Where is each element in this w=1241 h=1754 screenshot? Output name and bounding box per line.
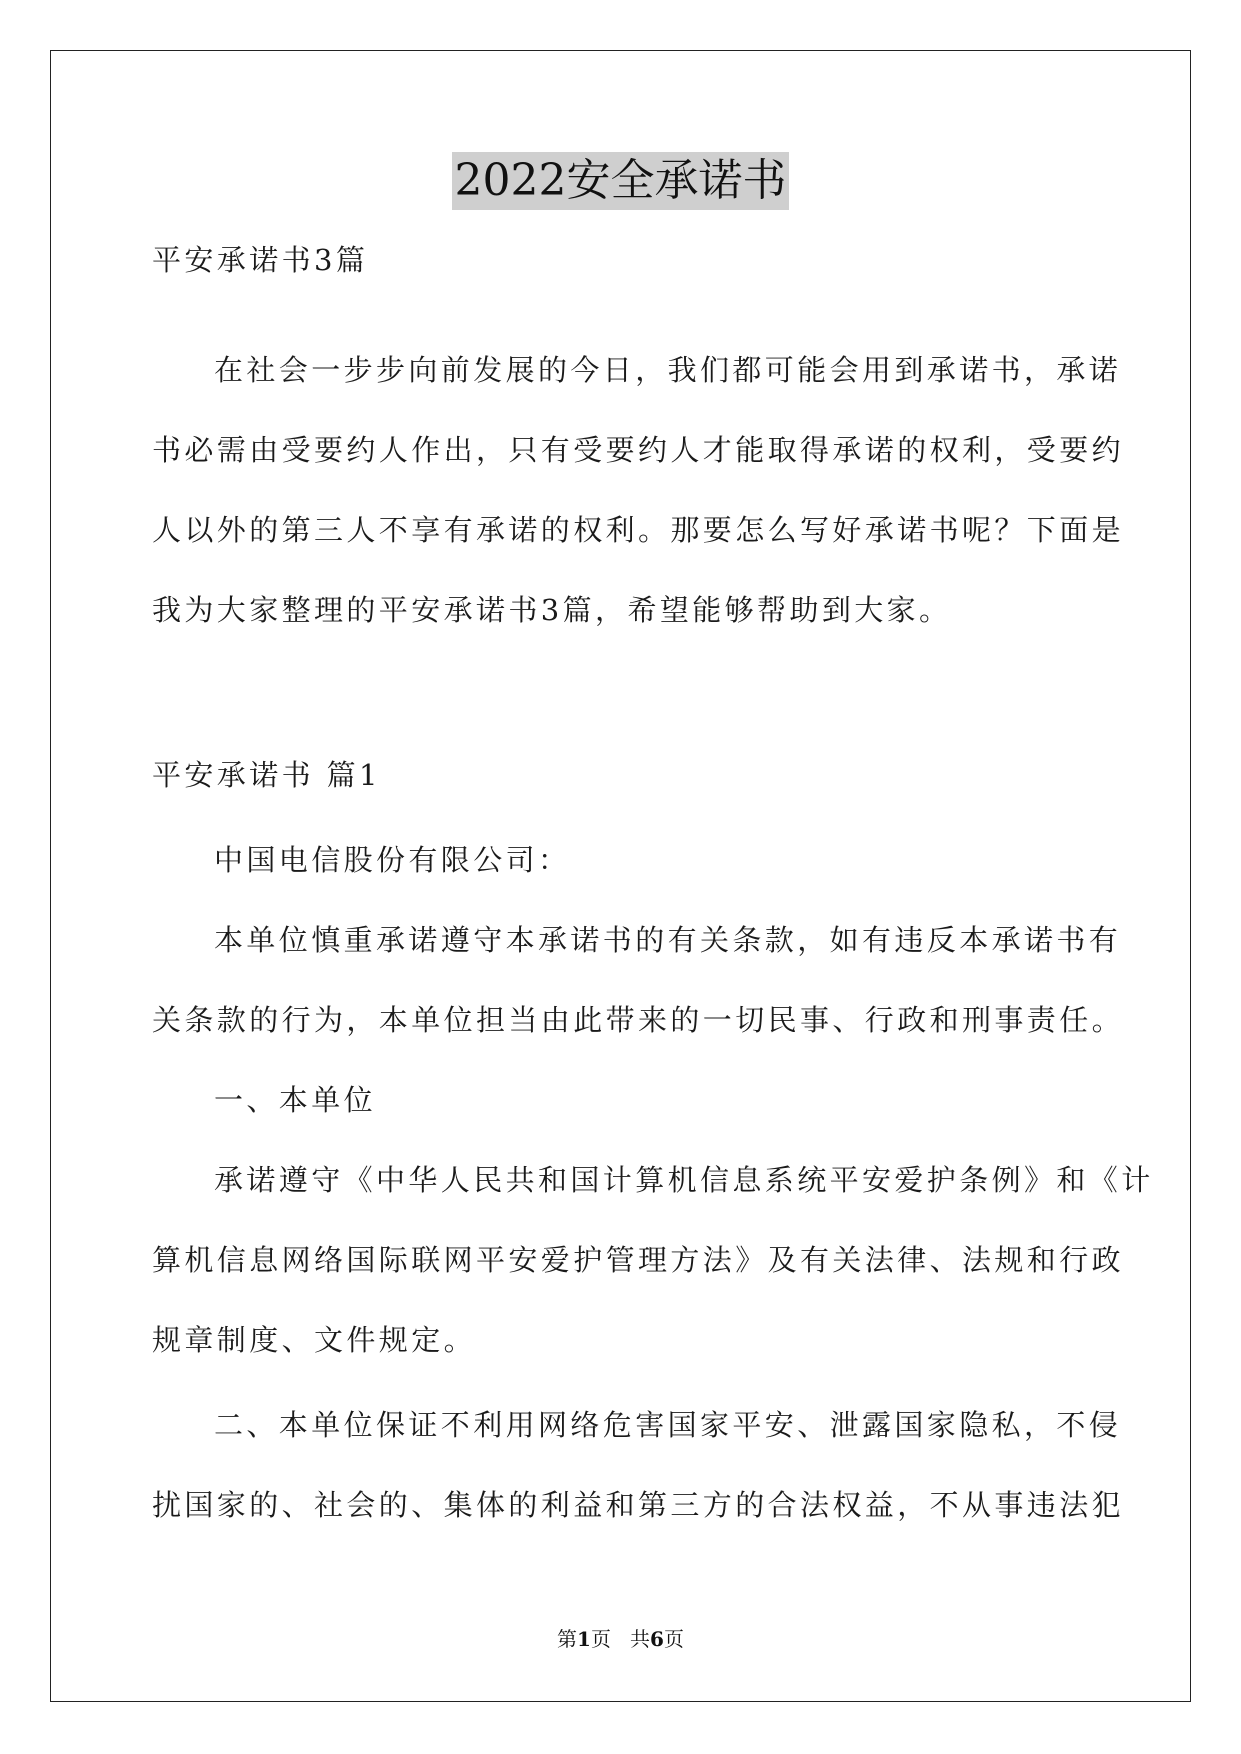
- paragraph-line: 规章制度、文件规定。: [152, 1323, 477, 1357]
- section-heading: 平安承诺书3篇: [152, 243, 369, 277]
- page-mid: 页 共: [590, 1627, 651, 1651]
- document-title: 2022安全承诺书: [452, 152, 790, 210]
- paragraph-line: 扰国家的、社会的、集体的利益和第三方的合法权益，不从事违法犯: [152, 1488, 1125, 1522]
- paragraph-line: 一、本单位: [214, 1083, 377, 1117]
- paragraph-line: 承诺遵守《中华人民共和国计算机信息系统平安爱护条例》和《计: [214, 1163, 1154, 1197]
- page-total: 6: [650, 1627, 664, 1651]
- section-heading: 平安承诺书 篇1: [152, 758, 381, 792]
- document-title-wrap: [0, 152, 1241, 210]
- page-suffix: 页: [663, 1627, 684, 1651]
- paragraph-line: 在社会一步步向前发展的今日，我们都可能会用到承诺书，承诺: [214, 353, 1122, 387]
- page-current: 1: [577, 1627, 591, 1651]
- paragraph-line: 人以外的第三人不享有承诺的权利。那要怎么写好承诺书呢？下面是: [152, 513, 1125, 547]
- paragraph-line: 关条款的行为，本单位担当由此带来的一切民事、行政和刑事责任。: [152, 1003, 1125, 1037]
- paragraph-line: 算机信息网络国际联网平安爱护管理方法》及有关法律、法规和行政: [152, 1243, 1125, 1277]
- paragraph-line: 书必需由受要约人作出，只有受要约人才能取得承诺的权利，受要约: [152, 433, 1125, 467]
- page-footer: [0, 1625, 1241, 1653]
- paragraph-line: 本单位慎重承诺遵守本承诺书的有关条款，如有违反本承诺书有: [214, 923, 1122, 957]
- paragraph-line: 二、本单位保证不利用网络危害国家平安、泄露国家隐私，不侵: [214, 1408, 1122, 1442]
- paragraph-line: 我为大家整理的平安承诺书3篇，希望能够帮助到大家。: [152, 593, 952, 627]
- page-prefix: 第: [557, 1627, 578, 1651]
- paragraph-line: 中国电信股份有限公司：: [214, 843, 571, 877]
